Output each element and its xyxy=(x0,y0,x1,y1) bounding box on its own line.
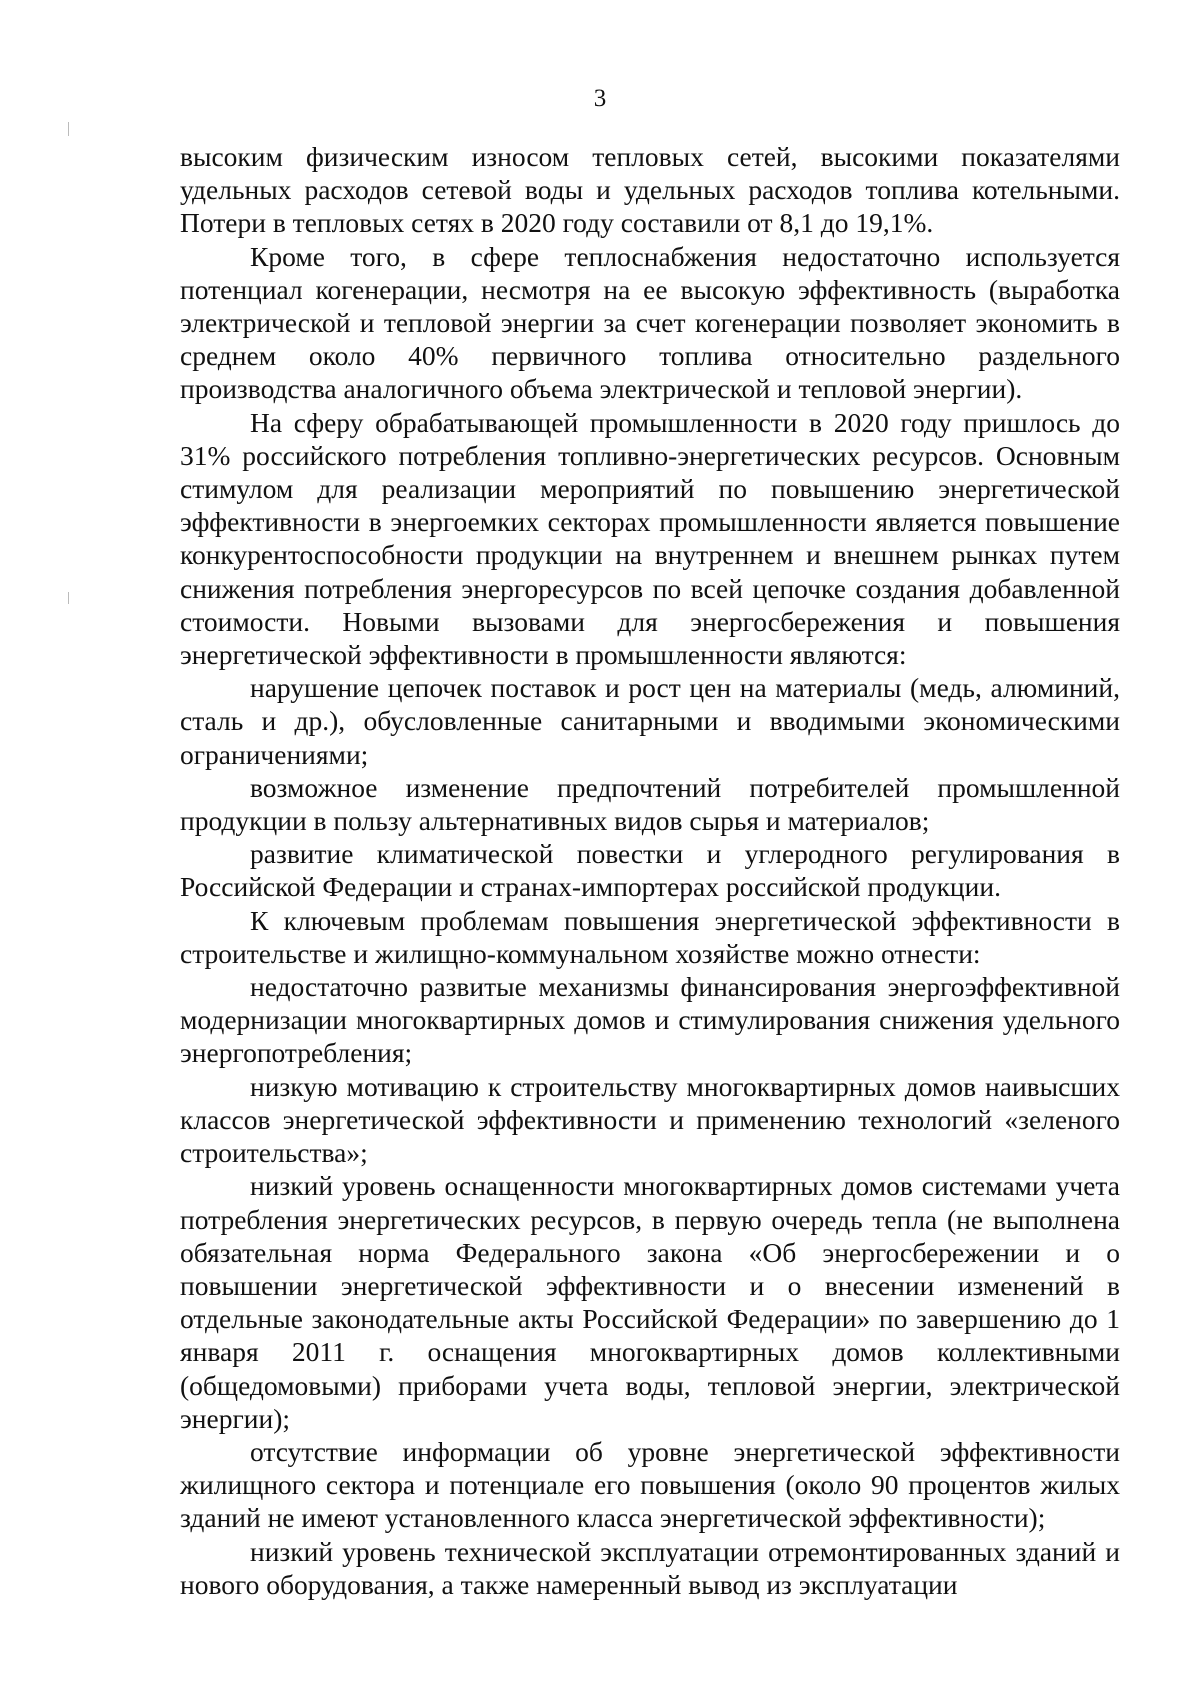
document-body xyxy=(180,140,1120,1601)
paragraph-continuation: высоким физическим износом тепловых сетей, высокими показателями удельных расходов сетевой воды и удельных расходов топлива котельными. Потери в тепловых сетях в 2020 году составили от 8,1 до 19,1%. xyxy=(180,141,1120,239)
list-item-consumer-preferences: возможное изменение предпочтений потребителей промышленной продукции в пользу альтернативных видов сырья и материалов; xyxy=(180,771,1120,837)
list-item-supply-chain: нарушение цепочек поставок и рост цен на материалы (медь, алюминий, сталь и др.), обусловленные санитарными и вводимыми экономическими ограничениями; xyxy=(180,672,1120,770)
list-item-information: отсутствие информации об уровне энергетической эффективности жилищного сектора и потенциале его повышения (около 90 процентов жилых зданий не имеют установленного класса энергетической эффективности); xyxy=(180,1435,1120,1534)
paragraph-construction-problems: К ключевым проблемам повышения энергетической эффективности в строительстве и жилищно-коммунальном хозяйстве можно отнести: xyxy=(180,904,1120,969)
list-item-motivation: низкую мотивацию к строительству многоквартирных домов наивысших классов энергетической эффективности и применению технологий «зеленого строительства»; xyxy=(180,1070,1120,1169)
list-item-maintenance: низкий уровень технической эксплуатации отремонтированных зданий и нового оборудования, а также намеренный вывод из эксплуатации xyxy=(180,1535,1120,1600)
list-item-climate-agenda: развитие климатической повестки и углеродного регулирования в Российской Федерации и странах-импортерах российской продукции. xyxy=(180,838,1120,903)
list-item-financing: недостаточно развитые механизмы финансирования энергоэффективной модернизации многоквартирных домов и стимулирования снижения удельного энергопотребления; xyxy=(180,971,1120,1069)
paragraph-cogeneration: Кроме того, в сфере теплоснабжения недостаточно используется потенциал когенерации, несмотря на ее высокую эффективность (выработка электрической и тепловой энергии за счет когенерации позволяет экономить в среднем около 40% первичного топлива относительно раздельного производства аналогичного объема электрической и тепловой энергии). xyxy=(180,240,1120,405)
page-number: 3 xyxy=(593,85,607,112)
scan-margin-mark-top xyxy=(68,122,69,136)
list-item-metering: низкий уровень оснащенности многоквартирных домов системами учета потребления энергетических ресурсов, в первую очередь тепла (не выполнена обязательная норма Федерального закона «Об энергосбережении и о повышении энергетической эффективности и о внесении изменений в отдельные законодательные акты Российской Федерации» по завершению до 1 января 2011 г. оснащения многоквартирных домов коллективными (общедомовыми) приборами учета воды, тепловой энергии, электрической энергии); xyxy=(180,1170,1120,1434)
scan-margin-mark-bottom xyxy=(68,592,69,604)
paragraph-industry: На сферу обрабатывающей промышленности в 2020 году пришлось до 31% российского потребления топливно-энергетических ресурсов. Основным стимулом для реализации мероприятий по повышению энергетической эффективности в энергоемких секторах промышленности является повышение конкурентоспособности продукции на внутреннем и внешнем рынках путем снижения потребления энергоресурсов по всей цепочке создания добавленной стоимости. Новыми вызовами для энергосбережения и повышения энергетической эффективности в промышленности являются: xyxy=(180,406,1120,671)
